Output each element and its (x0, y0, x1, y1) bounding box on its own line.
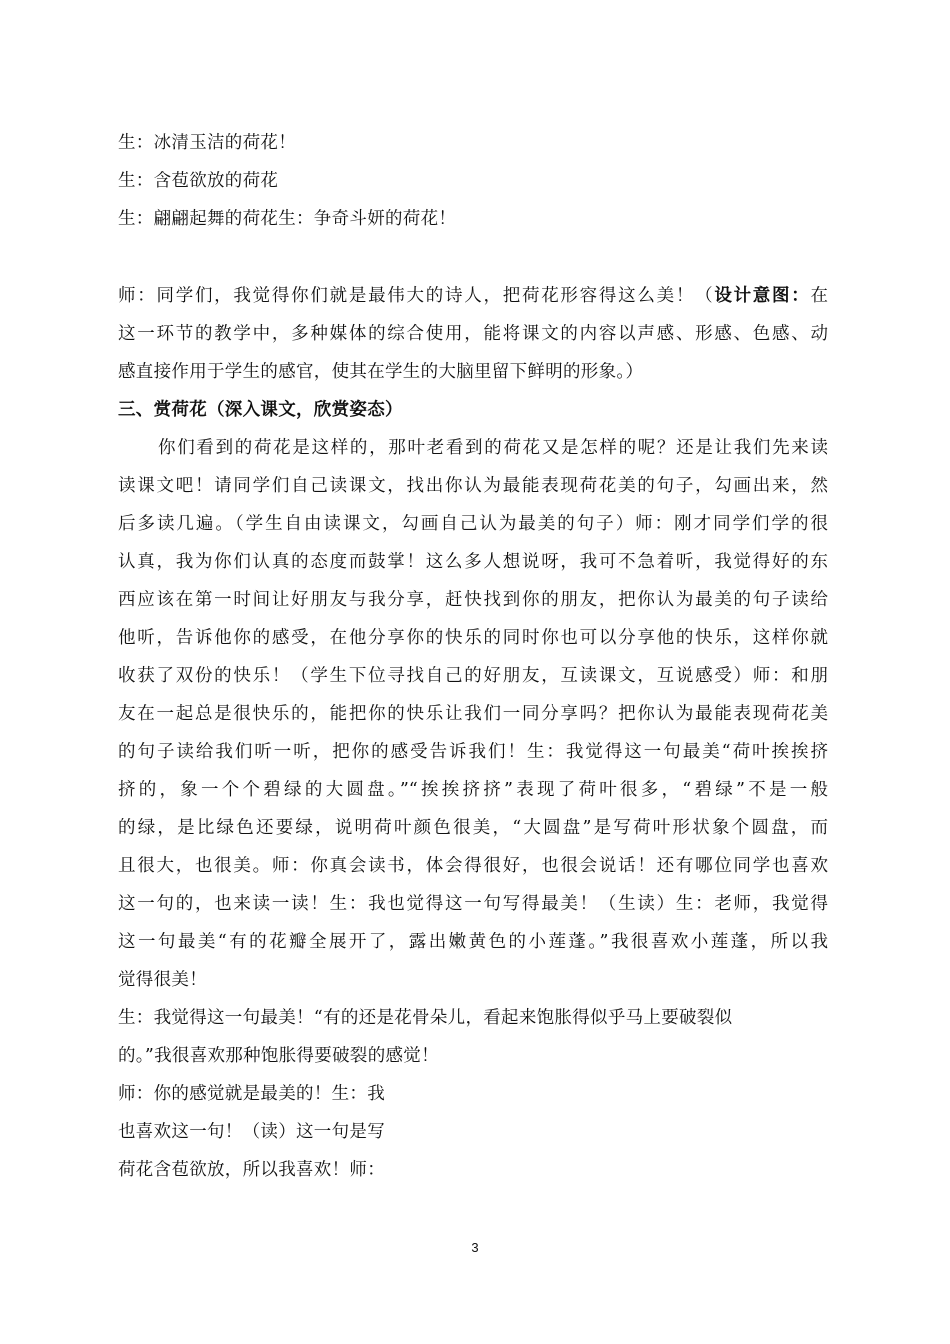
page-number: 3 (471, 1240, 479, 1255)
text-line: 且很大，也很美。师：你真会读书，体会得很好，也很会说话！还有哪位同学也喜欢 (118, 856, 828, 876)
text-line: 的句子读给我们听一听，把你的感受告诉我们！生：我觉得这一句最美“荷叶挨挨挤 (118, 742, 828, 762)
text-line: 师：你的感觉就是最美的！生：我 (118, 1084, 385, 1104)
design-intent-label: 设计意图： (714, 286, 811, 306)
text-line: 的。”我很喜欢那种饱胀得要破裂的感觉！ (118, 1046, 439, 1066)
text-line: 挤的，象一个个碧绿的大圆盘。”“挨挨挤挤”表现了荷叶很多，“碧绿”不是一般 (118, 780, 828, 800)
text-line: 这一句最美“有的花瓣全展开了，露出嫩黄色的小莲蓬。”我很喜欢小莲蓬，所以我 (118, 932, 828, 952)
text-line: 的绿，是比绿色还要绿，说明荷叶颜色很美，“大圆盘”是写荷叶形状象个圆盘，而 (118, 818, 828, 838)
text-line: 这一环节的教学中，多种媒体的综合使用，能将课文的内容以声感、形感、色感、动 (118, 324, 828, 344)
text-line-with-design-intent (118, 284, 828, 308)
text-line: 生：冰清玉洁的荷花！ (118, 133, 296, 153)
text-line: 生：含苞欲放的荷花 (118, 171, 279, 191)
text-line: 收获了双份的快乐！（学生下位寻找自己的好朋友，互读课文，互说感受）师：和朋 (118, 666, 828, 686)
section-heading: 三、赏荷花（深入课文，欣赏姿态） (118, 400, 403, 420)
text-line: 后多读几遍。（学生自由读课文，勾画自己认为最美的句子）师：刚才同学们学的很 (118, 514, 828, 534)
text-segment: 师：同学们，我觉得你们就是最伟大的诗人，把荷花形容得这么美！（ (118, 286, 715, 306)
text-segment: 在 (810, 286, 829, 306)
text-line: 荷花含苞欲放，所以我喜欢！师： (118, 1160, 385, 1180)
text-line: 他听，告诉他你的感受，在他分享你的快乐的同时你也可以分享他的快乐，这样你就 (118, 628, 828, 648)
text-line: 生：翩翩起舞的荷花生：争奇斗妍的荷花！ (118, 209, 457, 229)
text-line: 友在一起总是很快乐的，能把你的快乐让我们一同分享吗？把你认为最能表现荷花美 (118, 704, 828, 724)
text-line: 也喜欢这一句！（读）这一句是写 (118, 1122, 385, 1142)
text-line: 感直接作用于学生的感官，使其在学生的大脑里留下鲜明的形象。） (118, 362, 644, 382)
text-line: 西应该在第一时间让好朋友与我分享，赶快找到你的朋友，把你认为最美的句子读给 (118, 590, 828, 610)
paragraph-first-line: 你们看到的荷花是这样的，那叶老看到的荷花又是怎样的呢？还是让我们先来读 (158, 438, 828, 458)
text-line: 觉得很美！ (118, 970, 207, 990)
text-line: 这一句的，也来读一读！生：我也觉得这一句写得最美！（生读）生：老师，我觉得 (118, 894, 828, 914)
text-line: 读课文吧！请同学们自己读课文，找出你认为最能表现荷花美的句子，勾画出来，然 (118, 476, 828, 496)
text-line: 生：我觉得这一句最美！“有的还是花骨朵儿，看起来饱胀得似乎马上要破裂似 (118, 1008, 733, 1028)
text-line: 认真，我为你们认真的态度而鼓掌！这么多人想说呀，我可不急着听，我觉得好的东 (118, 552, 828, 572)
